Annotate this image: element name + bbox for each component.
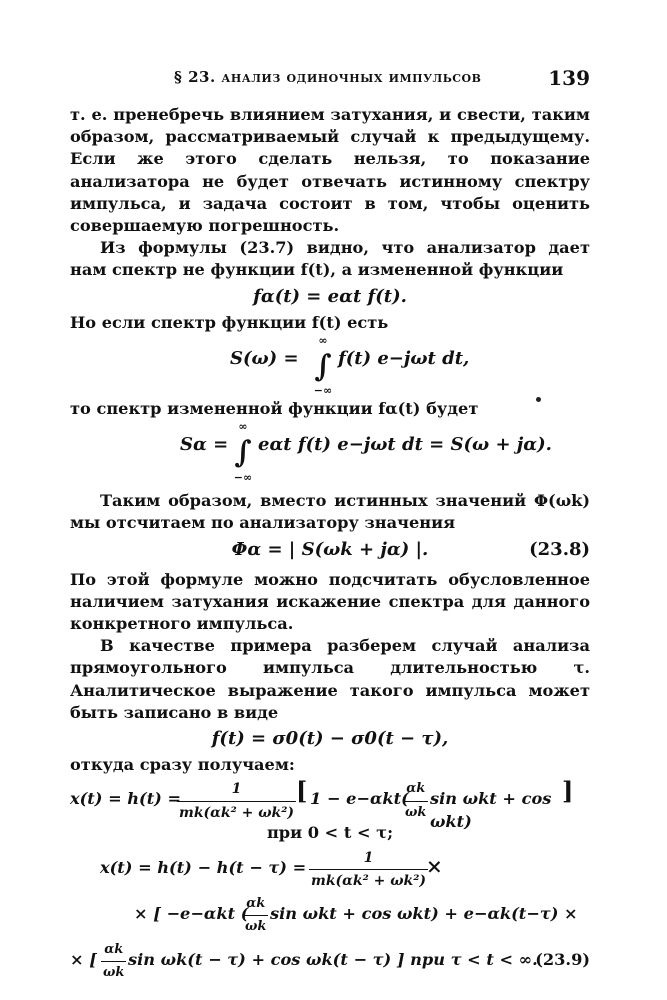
equation-response-3 — [70, 891, 590, 937]
equation-f-alpha: fα(t) = eαt f(t). — [253, 285, 407, 307]
equation-modified-spectrum — [70, 420, 590, 484]
paragraph-1: т. е. пренебречь влиянием затухания, и свести, таким образом, рассматриваемый случай к предыдущему. Если же этого сделать нельзя, то показание анализатора не будет отвечать истинному спектру импульса, и задача состоит в том, чтобы оценить совершаемую погрешность. — [70, 105, 590, 236]
equation-response-2 — [70, 845, 590, 891]
eq8-part-b: sin ωkt + cos ωkt) + e−αk(t−τ) × — [270, 903, 578, 923]
eq9-part-b: sin ωk(t − τ) + cos ωk(t − τ) ] при τ < t < ∞. — [128, 949, 538, 969]
bracket-close: ] — [562, 776, 574, 806]
eq6-fraction — [177, 778, 296, 823]
bracket-open: [ — [296, 776, 308, 806]
eq3-lhs: Sα = — [180, 434, 229, 456]
eq6-lhs: x(t) = h(t) = — [70, 789, 182, 809]
section-title: § 23. анализ одиночных импульсов — [174, 68, 482, 86]
eq9-part-a: × [ — [70, 949, 97, 969]
eq4-body: Φα = | S(ωk + jα) |. — [231, 538, 429, 560]
eq3-upper-limit: ∞ — [238, 420, 248, 434]
eq8-inner-denominator: ωk — [245, 918, 267, 934]
paragraph-5: Таким образом, вместо истинных значений Φ(ωk) мы отсчитаем по анализатору значения — [70, 491, 590, 533]
integral-sign-icon: ∫ — [234, 435, 252, 471]
eq6-part-b: sin ωkt + cos ωkt) — [430, 789, 552, 831]
integral-sign-icon: ∫ — [314, 349, 332, 385]
paragraph-8: откуда сразу получаем: — [70, 755, 295, 775]
condition-1: при 0 < t < τ; — [266, 823, 394, 843]
eq7-denominator: mk(αk² + ωk²) — [311, 872, 427, 889]
eq9-inner-fraction — [101, 939, 126, 984]
paragraph-4: то спектр измененной функции fα(t) будет — [70, 399, 479, 419]
running-header — [70, 66, 590, 92]
eq8-part-a: × [ −e−αkt ( — [134, 903, 249, 923]
eq7-times: × — [426, 853, 443, 878]
eq7-lhs: x(t) = h(t) − h(t − τ) = — [100, 857, 307, 877]
eq2-upper-limit: ∞ — [318, 334, 328, 348]
page-body — [70, 104, 590, 983]
paragraph-2: Из формулы (23.7) видно, что анализатор дает нам спектр не функции f(t), а измененной функции — [70, 238, 590, 280]
eq8-inner-numerator: αk — [243, 893, 268, 916]
paragraph-6: По этой формуле можно подсчитать обусловленное наличием затухания искажение спектра для данного конкретного импульса. — [70, 569, 590, 634]
eq6-inner-denominator: ωk — [405, 804, 427, 820]
eq2-lhs: S(ω) = — [230, 348, 299, 370]
eq7-fraction — [309, 847, 428, 892]
eq6-inner-numerator: αk — [403, 778, 428, 801]
paragraph-7: В качестве примера разберем случай анализа прямоугольного импульса длительностью τ. Аналитическое выражение такого импульса может быть записано в виде — [70, 636, 590, 722]
eq2-integrand: f(t) e−jωt dt, — [338, 348, 470, 370]
equation-spectrum — [70, 334, 590, 398]
equation-number-23-9: (23.9) — [535, 949, 590, 969]
eq9-inner-numerator: αk — [101, 939, 126, 962]
paragraph-3: Но если спектр функции f(t) есть — [70, 312, 389, 332]
eq6-numerator: 1 — [177, 778, 296, 801]
equation-response-1 — [70, 776, 590, 831]
equation-number-23-8: (23.8) — [529, 538, 590, 560]
eq2-lower-limit: −∞ — [313, 384, 333, 398]
eq9-inner-denominator: ωk — [103, 964, 125, 980]
eq6-part-a: 1 − e−αkt( — [310, 789, 409, 809]
equation-response-4 — [70, 937, 590, 983]
equation-rect-pulse: f(t) = σ0(t) − σ0(t − τ), — [211, 728, 449, 750]
equation-measured — [70, 539, 590, 565]
eq3-integrand: eαt f(t) e−jωt dt = S(ω + jα). — [258, 434, 552, 456]
eq3-lower-limit: −∞ — [233, 470, 253, 484]
eq6-denominator: mk(αk² + ωk²) — [179, 804, 295, 821]
eq7-numerator: 1 — [309, 847, 428, 870]
page-number: 139 — [548, 66, 590, 90]
eq8-inner-fraction — [243, 893, 268, 938]
eq6-inner-fraction — [403, 778, 428, 823]
